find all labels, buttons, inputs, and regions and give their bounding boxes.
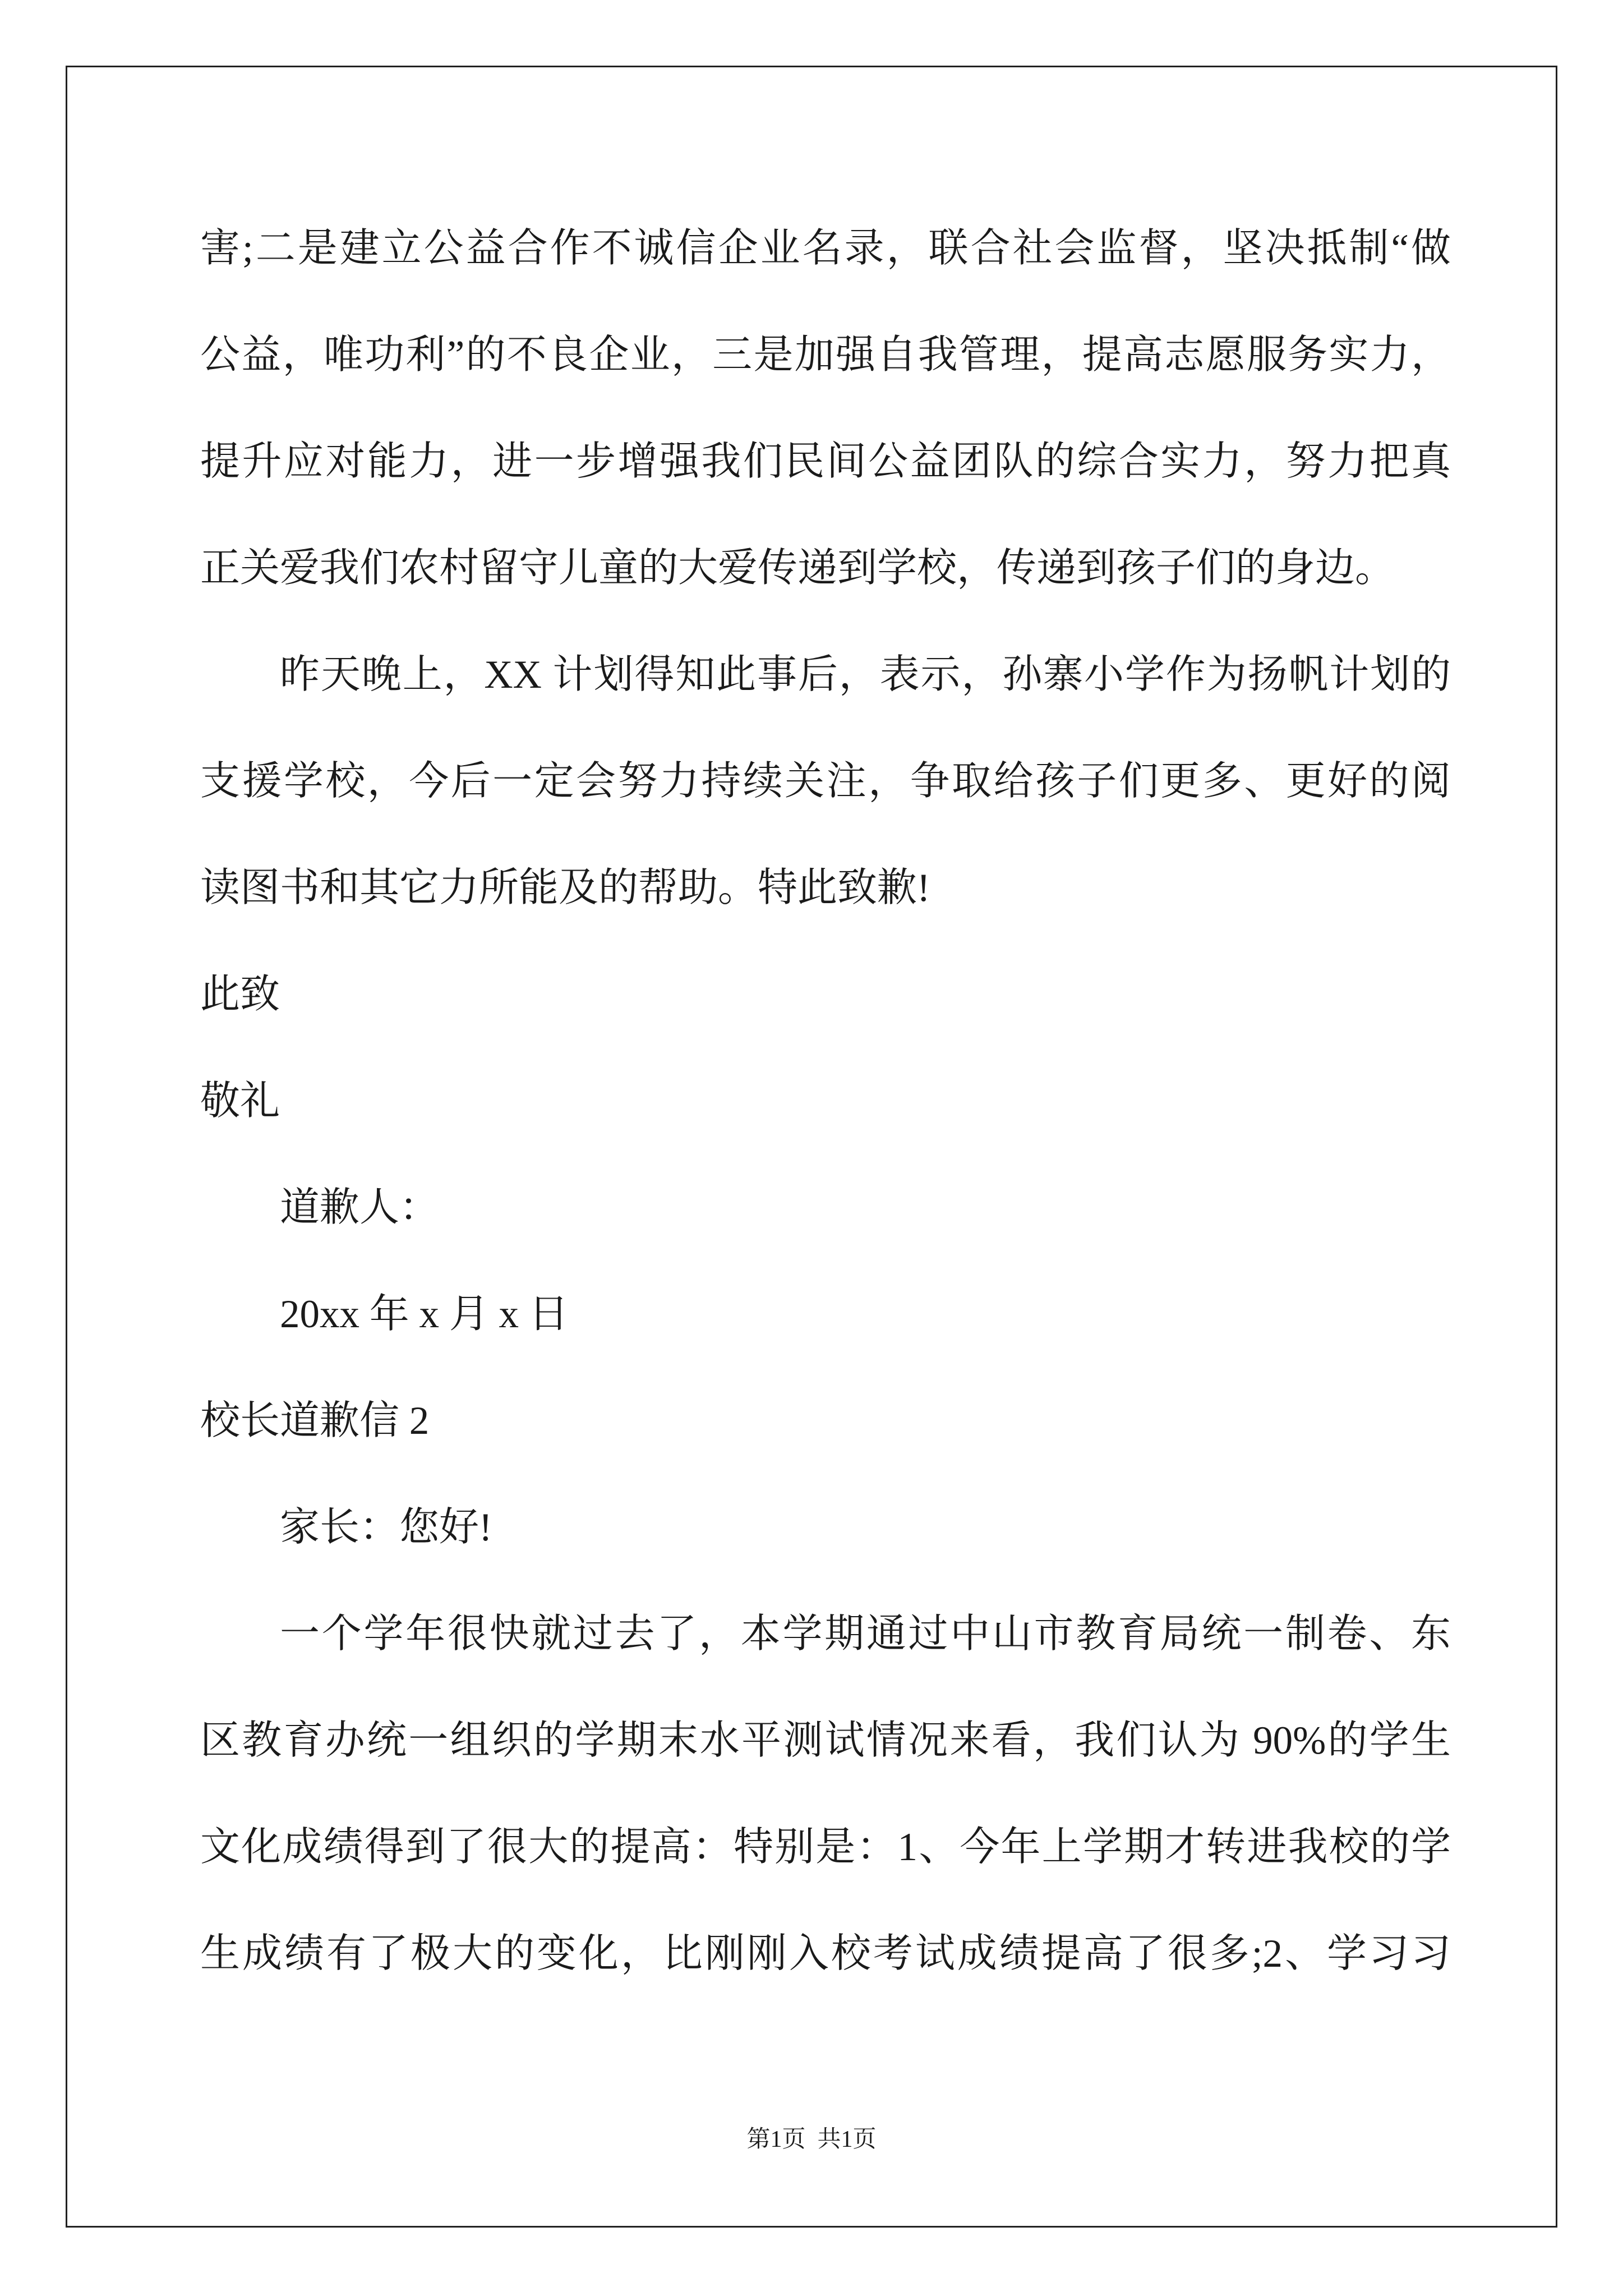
closing-line: 此致 (200, 973, 280, 1016)
text-line: 文化成绩得到了很大的提高：特别是：1、今年上学期才转进我校的学 (200, 1825, 1451, 1869)
signature-label: 道歉人： (280, 1186, 440, 1230)
text-line: 害;二是建立公益合作不诚信企业名录，联合社会监督，坚决抵制“做 (200, 227, 1451, 270)
text-line: 读图书和其它力所能及的帮助。特此致歉! (200, 866, 930, 910)
text-line: 生成绩有了极大的变化，比刚刚入校考试成绩提高了很多;2、学习习 (200, 1932, 1451, 1976)
text-line: 提升应对能力，进一步增强我们民间公益团队的综合实力，努力把真 (200, 440, 1451, 484)
document-body (200, 195, 1451, 2007)
text-line: 昨天晚上，XX 计划得知此事后，表示，孙寨小学作为扬帆计划的 (280, 653, 1451, 697)
text-line: 公益，唯功利”的不良企业，三是加强自我管理，提高志愿服务实力， (200, 333, 1451, 377)
greeting-line: 家长：您好! (280, 1506, 492, 1549)
text-line: 支援学校，今后一定会努力持续关注，争取给孩子们更多、更好的阅 (200, 760, 1451, 803)
text-line: 一个学年很快就过去了，本学期通过中山市教育局统一制卷、东 (280, 1612, 1451, 1656)
section-title: 校长道歉信 2 (200, 1399, 430, 1443)
salutation-line: 敬礼 (200, 1079, 280, 1123)
page-footer: 第1页 共1页 (746, 2127, 877, 2152)
text-line: 正关爱我们农村留守儿童的大爱传递到学校，传递到孩子们的身边。 (200, 546, 1395, 590)
text-line: 区教育办统一组织的学期末水平测试情况来看，我们认为 90%的学生 (200, 1719, 1451, 1763)
letter-date: 20xx 年 x 月 x 日 (280, 1292, 569, 1336)
